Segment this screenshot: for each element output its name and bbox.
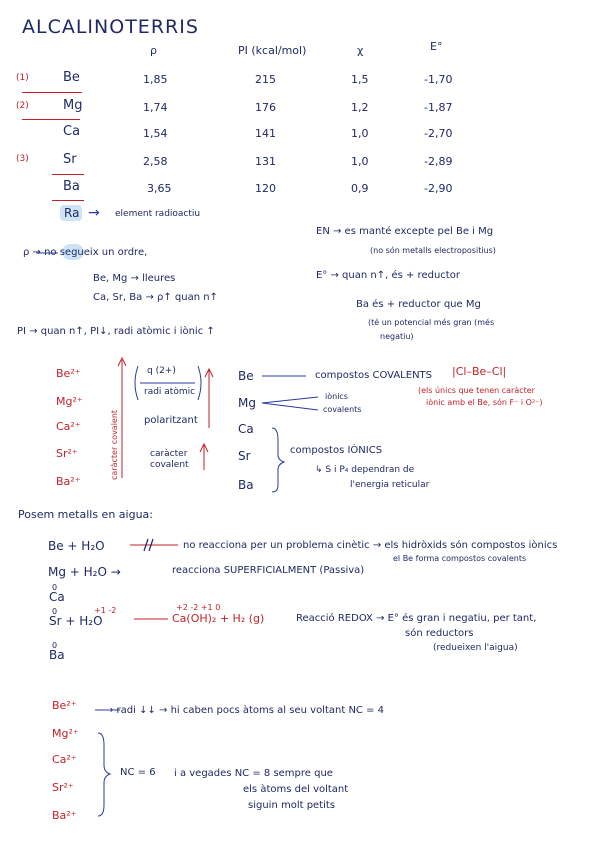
- rho-value: 1,74: [143, 101, 168, 114]
- rho-value: 2,58: [143, 155, 168, 168]
- e0-value: -2,70: [424, 127, 453, 140]
- ion-mg: Mg²⁺: [56, 395, 83, 408]
- right-el-ba: Ba: [238, 478, 254, 492]
- ion-sr: Sr²⁺: [56, 447, 78, 460]
- redox-note-3: (redueixen l'aigua): [433, 643, 518, 653]
- sr-ba-note-2: l'energia reticular: [350, 480, 430, 490]
- nc6-note-3: siguin molt petits: [248, 800, 336, 811]
- header-pi: PI (kcal/mol): [238, 44, 307, 57]
- rho-value: 1,54: [143, 127, 168, 140]
- sr-oxidation: 0: [52, 607, 58, 616]
- water-be: Be + H₂O: [48, 539, 105, 553]
- en-note-1: EN → es manté excepte pel Be i Mg: [316, 226, 494, 237]
- ra-symbol: Ra: [64, 206, 80, 220]
- right-el-mg: Mg: [238, 396, 256, 410]
- redox-note: Reacció REDOX → E° és gran i negatiu, per tant,: [296, 613, 537, 624]
- water-be-result: no reacciona per un problema cinètic → els hidròxids són compostos iònics: [183, 540, 558, 551]
- nc-be-ion: Be²⁺: [52, 699, 77, 712]
- pi-value: 120: [255, 182, 276, 195]
- close-paren: [198, 366, 201, 400]
- chi-value: 1,0: [351, 127, 369, 140]
- nc-be-arrow: → radi ↓↓ → hi caben pocs àtoms al seu voltant NC = 4: [105, 705, 385, 716]
- e0-note-1: E° → quan n↑, és + reductor: [316, 270, 460, 281]
- nc6-note-2: els àtoms del voltant: [243, 784, 349, 795]
- water-title: Posem metalls en aigua:: [18, 508, 153, 521]
- header-chi: χ: [357, 44, 364, 57]
- e0-note-3: (té un potencial més gran (més: [368, 318, 495, 327]
- row-tag: (2): [16, 101, 29, 111]
- ion-ca: Ca²⁺: [56, 420, 81, 433]
- pi-value: 131: [255, 155, 276, 168]
- e0-value: -2,90: [424, 182, 453, 195]
- nc-bracket: [98, 733, 110, 816]
- water-sr: Sr + H₂O: [49, 614, 103, 628]
- mg-arrow-2: [262, 403, 318, 410]
- sr-ba-note-1: ↳ S i P₄ dependran de: [315, 465, 415, 475]
- pi-value: 176: [255, 101, 276, 114]
- e0-value: -1,70: [424, 73, 453, 86]
- pi-value: 141: [255, 127, 276, 140]
- water-ba: Ba: [49, 648, 65, 662]
- rho-note-1: ρ → no segueix un ordre,: [23, 247, 148, 258]
- covalents-label: covalents: [323, 405, 362, 414]
- right-el-ca: Ca: [238, 422, 254, 436]
- header-e0: E°: [430, 40, 443, 53]
- element-symbol: Ba: [63, 179, 80, 194]
- page-title: ALCALINOTERRIS: [22, 16, 199, 38]
- row-tag: (1): [16, 73, 29, 83]
- e0-note-2: Ba és + reductor que Mg: [356, 299, 481, 310]
- ion-ba: Ba²⁺: [56, 475, 81, 488]
- element-symbol: Mg: [63, 98, 83, 113]
- nc-ca-ion: Ca²⁺: [52, 753, 77, 766]
- pi-value: 215: [255, 73, 276, 86]
- ionics-label: iònics: [325, 392, 348, 401]
- compostos-covalents: compostos COVALENTS: [315, 370, 433, 381]
- row-tag: (3): [16, 154, 29, 164]
- becl2-note-2: iònic amb el Be, són F⁻ i O²⁻): [426, 398, 543, 407]
- compostos-ionics: compostos IÒNICS: [290, 445, 383, 456]
- ion-be: Be²⁺: [56, 367, 81, 380]
- nc-ba-ion: Ba²⁺: [52, 809, 77, 822]
- water-sr-result-ox: +2 -2 +1 0: [176, 603, 221, 612]
- header-rho: ρ: [150, 44, 157, 57]
- mg-arrow-1: [262, 397, 318, 403]
- ra-arrow: →: [88, 205, 100, 221]
- right-el-be: Be: [238, 369, 254, 383]
- right-el-sr: Sr: [238, 449, 251, 463]
- water-sr-result: Ca(OH)₂ + H₂ (g): [172, 612, 265, 625]
- caracter-covalent-label: caràcter covalent: [150, 449, 189, 470]
- caracter-covalent-vertical: caràcter covalent: [110, 409, 119, 480]
- nc-sr-ion: Sr²⁺: [52, 781, 74, 794]
- water-sr-ox: +1 -2: [94, 606, 117, 615]
- rho-value: 3,65: [147, 182, 172, 195]
- rho-note-2: Be, Mg → lleures: [93, 273, 176, 284]
- ionic-bracket: [272, 428, 284, 492]
- nc-mg-ion: Mg²⁺: [52, 727, 79, 740]
- chi-value: 1,0: [351, 155, 369, 168]
- e0-value: -1,87: [424, 101, 453, 114]
- becl2-structure: |Cl–Be–Cl|: [452, 365, 507, 378]
- becl2-note-1: (els únics que tenen caràcter: [418, 386, 535, 395]
- en-note-2: (no són metalls electropositius): [370, 246, 496, 255]
- pi-note: PI → quan n↑, PI↓, radi atòmic i iònic ↑: [17, 326, 215, 337]
- element-symbol: Ca: [63, 124, 81, 139]
- ratio-bottom: radi atòmic: [144, 387, 196, 397]
- element-symbol: Be: [63, 70, 80, 85]
- open-paren: [135, 366, 138, 400]
- water-mg: Mg + H₂O →: [48, 565, 121, 579]
- rho-note-3: Ca, Sr, Ba → ρ↑ quan n↑: [93, 292, 218, 303]
- ra-note: element radioactiu: [115, 209, 201, 219]
- chi-value: 1,5: [351, 73, 369, 86]
- e0-value: -2,89: [424, 155, 453, 168]
- chi-value: 1,2: [351, 101, 369, 114]
- e0-note-4: negatiu): [380, 332, 414, 341]
- rho-value: 1,85: [143, 73, 168, 86]
- water-mg-result: reacciona SUPERFICIALMENT (Passiva): [172, 565, 365, 576]
- water-be-result-2: el Be forma compostos covalents: [393, 554, 527, 563]
- chi-value: 0,9: [351, 182, 369, 195]
- nc6-label: NC = 6: [120, 767, 156, 778]
- element-symbol: Sr: [63, 152, 77, 167]
- water-ca: Ca: [49, 590, 65, 604]
- nc6-note-1: i a vegades NC = 8 sempre que: [174, 768, 333, 779]
- ba-oxidation: 0: [52, 641, 58, 650]
- polaritzant-label: polaritzant: [144, 415, 198, 426]
- ratio-top: q (2+): [147, 366, 176, 376]
- ca-oxidation: 0: [52, 583, 58, 592]
- redox-note-2: són reductors: [405, 628, 474, 639]
